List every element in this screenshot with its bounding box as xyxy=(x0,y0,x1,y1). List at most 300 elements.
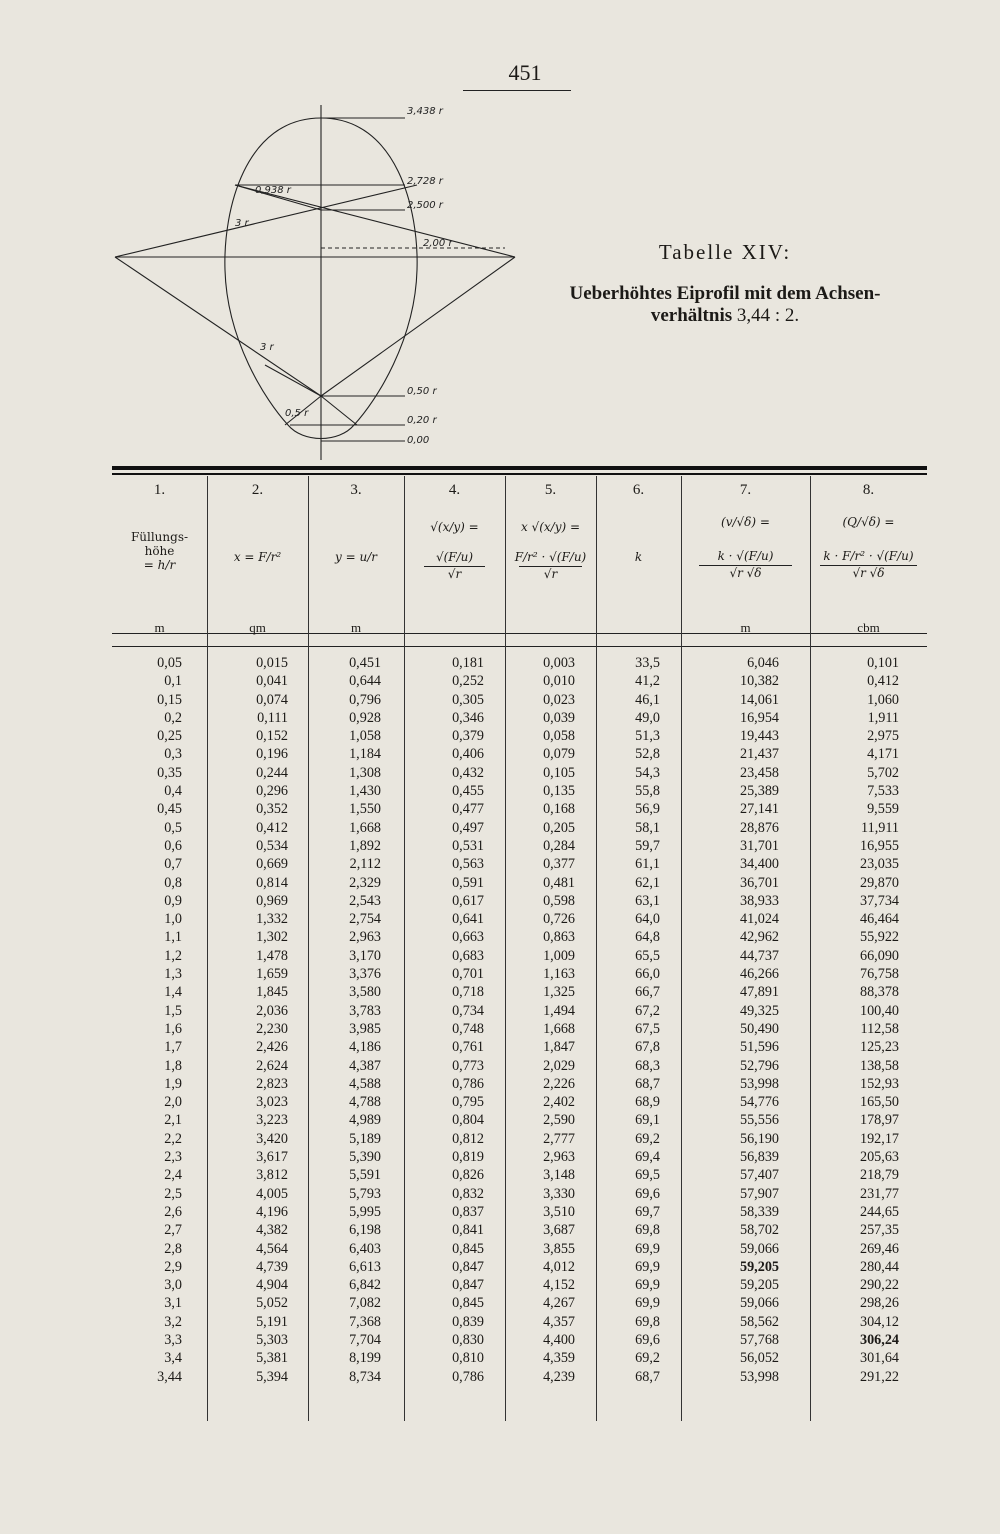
table-cell: 3,4 xyxy=(164,1350,182,1367)
table-cell: 1,892 xyxy=(349,837,381,854)
table-cell: 2,329 xyxy=(349,874,381,891)
table-cell: 231,77 xyxy=(859,1185,899,1202)
table-cell: 28,876 xyxy=(739,819,779,836)
table-cell: 68,7 xyxy=(635,1075,660,1092)
table-cell: 0,4 xyxy=(164,783,182,800)
table-cell: 0,591 xyxy=(452,874,484,891)
table-cell: 304,12 xyxy=(859,1313,899,1330)
table-cell: 2,426 xyxy=(256,1039,288,1056)
table-cell: 0,35 xyxy=(157,764,182,781)
table-cell: 1,060 xyxy=(867,691,899,708)
header-x-root-xy: x √(x/y) = F/r² · √(F/u) √r xyxy=(514,520,587,581)
table-cell: 4,400 xyxy=(543,1331,575,1348)
ray-2 xyxy=(115,257,321,396)
table-cell: 5,381 xyxy=(256,1350,288,1367)
table-cell: 0,352 xyxy=(256,801,288,818)
table-cell: 53,998 xyxy=(739,1368,779,1385)
table-cell: 1,668 xyxy=(349,819,381,836)
table-cell: 69,2 xyxy=(635,1130,660,1147)
table-cell: 69,8 xyxy=(635,1222,660,1239)
table-cell: 9,559 xyxy=(867,801,899,818)
table-cell: 1,6 xyxy=(164,1020,182,1037)
label-05r: 0,5 r xyxy=(285,408,309,419)
table-cell: 64,0 xyxy=(635,911,660,928)
table-cell: 0,804 xyxy=(452,1112,484,1129)
table-cell: 2,112 xyxy=(349,856,381,873)
table-cell: 69,4 xyxy=(635,1149,660,1166)
table-cell: 34,400 xyxy=(739,856,779,873)
table-cell: 0,135 xyxy=(543,783,575,800)
table-cell: 38,933 xyxy=(739,892,779,909)
table-cell: 0,412 xyxy=(256,819,288,836)
table-cell: 2,624 xyxy=(256,1057,288,1074)
table-cell: 1,332 xyxy=(256,911,288,928)
table-cell: 0,346 xyxy=(452,709,484,726)
table-cell: 0,305 xyxy=(452,691,484,708)
table-cell: 2,226 xyxy=(543,1075,575,1092)
table-cell: 1,845 xyxy=(256,984,288,1001)
table-cell: 0,412 xyxy=(867,673,899,690)
table-cell: 8,734 xyxy=(349,1368,381,1385)
table-cell: 69,1 xyxy=(635,1112,660,1129)
table-cell: 152,93 xyxy=(859,1075,899,1092)
table-cell: 0,2 xyxy=(164,709,182,726)
table-cell: 59,066 xyxy=(739,1240,779,1257)
table-cell: 0,830 xyxy=(452,1331,484,1348)
table-cell: 2,823 xyxy=(256,1075,288,1092)
table-cell: 0,041 xyxy=(256,673,288,690)
column-velocity xyxy=(681,654,779,1386)
table-cell: 0,734 xyxy=(452,1002,484,1019)
header-discharge: (Q/√δ) = k · F/r² · √(F/u) √r √δ xyxy=(810,515,927,580)
table-cell: 0,074 xyxy=(256,691,288,708)
table-cell: 0,863 xyxy=(543,929,575,946)
table-cell: 4,196 xyxy=(256,1203,288,1220)
table-cell: 54,776 xyxy=(739,1094,779,1111)
table-cell: 4,012 xyxy=(543,1258,575,1275)
table-cell: 3,223 xyxy=(256,1112,288,1129)
table-cell: 0,617 xyxy=(452,892,484,909)
table-cell: 69,9 xyxy=(635,1277,660,1294)
table-cell: 53,998 xyxy=(739,1075,779,1092)
table-cell: 3,376 xyxy=(349,966,381,983)
column-x-root-xy xyxy=(505,654,575,1386)
column-number-4: 4. xyxy=(448,482,461,498)
table-cell: 7,533 xyxy=(867,783,899,800)
table-cell: 218,79 xyxy=(859,1167,899,1184)
table-cell: 6,842 xyxy=(349,1277,381,1294)
table-cell: 1,668 xyxy=(543,1020,575,1037)
table-cell: 61,1 xyxy=(635,856,660,873)
table-cell: 67,2 xyxy=(635,1002,660,1019)
table-cell: 0,969 xyxy=(256,892,288,909)
table-cell: 0,718 xyxy=(452,984,484,1001)
table-cell: 57,907 xyxy=(739,1185,779,1202)
table-cell: 5,702 xyxy=(867,764,899,781)
table-cell: 4,359 xyxy=(543,1350,575,1367)
table-cell: 2,7 xyxy=(164,1222,182,1239)
table-cell: 1,4 xyxy=(164,984,182,1001)
table-cell: 66,7 xyxy=(635,984,660,1001)
table-cell: 4,564 xyxy=(256,1240,288,1257)
table-cell: 6,613 xyxy=(349,1258,381,1275)
unit-c1: m xyxy=(154,620,165,635)
table-cell: 0,058 xyxy=(543,728,575,745)
table-cell: 0,839 xyxy=(452,1313,484,1330)
table-cell: 0,111 xyxy=(257,709,288,726)
table-top-rule-thin xyxy=(112,473,927,475)
table-cell: 5,191 xyxy=(256,1313,288,1330)
table-cell: 5,793 xyxy=(349,1185,381,1202)
table-cell: 2,2 xyxy=(164,1130,182,1147)
table-cell: 4,357 xyxy=(543,1313,575,1330)
table-cell: 1,058 xyxy=(349,728,381,745)
label-2500: 2,500 r xyxy=(407,200,443,211)
table-cell: 2,230 xyxy=(256,1020,288,1037)
table-cell: 69,5 xyxy=(635,1167,660,1184)
table-cell: 290,22 xyxy=(859,1277,899,1294)
table-cell: 0,534 xyxy=(256,837,288,854)
table-cell: 0,481 xyxy=(543,874,575,891)
header-k: k xyxy=(634,550,643,564)
table-cell: 2,963 xyxy=(349,929,381,946)
table-cell: 4,989 xyxy=(349,1112,381,1129)
table-cell: 0,826 xyxy=(452,1167,484,1184)
table-cell: 138,58 xyxy=(859,1057,899,1074)
table-cell: 0,748 xyxy=(452,1020,484,1037)
table-cell: 269,46 xyxy=(859,1240,899,1257)
table-cell: 5,303 xyxy=(256,1331,288,1348)
table-cell: 3,1 xyxy=(164,1295,182,1312)
table-cell: 178,97 xyxy=(859,1112,899,1129)
table-cell: 51,596 xyxy=(739,1039,779,1056)
table-cell: 47,891 xyxy=(739,984,779,1001)
table-cell: 165,50 xyxy=(859,1094,899,1111)
label-200: 2,00 r xyxy=(423,238,453,249)
table-cell: 5,390 xyxy=(349,1149,381,1166)
table-cell: 57,768 xyxy=(739,1331,779,1348)
table-cell: 2,029 xyxy=(543,1057,575,1074)
table-cell: 0,5 xyxy=(164,819,182,836)
table-cell: 2,4 xyxy=(164,1167,182,1184)
table-cell: 1,0 xyxy=(164,911,182,928)
table-cell: 0,683 xyxy=(452,947,484,964)
table-cell: 0,45 xyxy=(157,801,182,818)
table-cell: 291,22 xyxy=(859,1368,899,1385)
table-cell: 1,163 xyxy=(543,966,575,983)
header-x: x = F/r² xyxy=(233,550,282,564)
table-cell: 56,052 xyxy=(739,1350,779,1367)
table-cell: 46,464 xyxy=(859,911,899,928)
table-cell: 4,739 xyxy=(256,1258,288,1275)
unit-c8: cbm xyxy=(857,620,880,635)
table-cell: 63,1 xyxy=(635,892,660,909)
table-cell: 0,181 xyxy=(452,655,484,671)
table-cell: 50,490 xyxy=(739,1020,779,1037)
table-cell: 2,9 xyxy=(164,1258,182,1275)
table-cell: 205,63 xyxy=(859,1149,899,1166)
table-cell: 3,023 xyxy=(256,1094,288,1111)
header-filling-height: Füllungs- höhe = h/r xyxy=(130,530,189,572)
table-cell: 0,105 xyxy=(543,764,575,781)
column-number-3: 3. xyxy=(350,482,362,498)
table-cell: 298,26 xyxy=(859,1295,899,1312)
ray-8 xyxy=(321,396,357,425)
table-cell: 29,870 xyxy=(859,874,899,891)
table-cell: 6,198 xyxy=(349,1222,381,1239)
table-cell: 0,841 xyxy=(452,1222,484,1239)
column-filling-height xyxy=(112,654,182,1386)
label-3r-lower: 3 r xyxy=(260,342,274,353)
column-x xyxy=(207,654,288,1386)
page-number-rule xyxy=(463,90,571,91)
table-cell: 5,591 xyxy=(349,1167,381,1184)
table-cell: 280,44 xyxy=(859,1258,899,1275)
table-cell: 1,2 xyxy=(164,947,182,964)
table-title-line1: Ueberhöhtes Eiprofil mit dem Achsen- xyxy=(569,283,881,304)
table-cell: 0,837 xyxy=(452,1203,484,1220)
table-cell: 0,244 xyxy=(256,764,288,781)
table-cell: 0,15 xyxy=(157,691,182,708)
table-cell: 68,3 xyxy=(635,1057,660,1074)
table-cell: 0,406 xyxy=(452,746,484,763)
table-cell: 3,2 xyxy=(164,1313,182,1330)
table-cell: 69,8 xyxy=(635,1313,660,1330)
table-cell: 41,024 xyxy=(739,911,779,928)
table-cell: 2,6 xyxy=(164,1203,182,1220)
table-cell: 100,40 xyxy=(859,1002,899,1019)
table-caption xyxy=(520,240,930,327)
column-number-7: 7. xyxy=(739,482,752,498)
table-cell: 4,152 xyxy=(543,1277,575,1294)
table-cell: 2,754 xyxy=(349,911,381,928)
table-cell: 2,3 xyxy=(164,1149,182,1166)
table-cell: 0,814 xyxy=(256,874,288,891)
label-2728: 2,728 r xyxy=(407,176,443,187)
table-cell: 2,963 xyxy=(543,1149,575,1166)
table-cell: 0,928 xyxy=(349,709,381,726)
table-cell: 42,962 xyxy=(739,929,779,946)
table-cell: 16,955 xyxy=(859,837,899,854)
ray-6 xyxy=(265,365,321,396)
table-cell: 2,0 xyxy=(164,1094,182,1111)
table-cell: 2,543 xyxy=(349,892,381,909)
table-cell: 0,010 xyxy=(543,673,575,690)
header-y: y = u/r xyxy=(335,550,377,564)
table-cell: 55,922 xyxy=(859,929,899,946)
table-label: Tabelle XIV: xyxy=(658,240,792,264)
table-cell: 69,6 xyxy=(635,1331,660,1348)
unit-c7: m xyxy=(740,620,751,635)
table-cell: 2,1 xyxy=(164,1112,182,1129)
table-cell: 8,199 xyxy=(349,1350,381,1367)
table-cell: 0,455 xyxy=(452,783,484,800)
table-cell: 11,911 xyxy=(861,819,899,836)
table-cell: 0,379 xyxy=(452,728,484,745)
table-cell: 69,9 xyxy=(635,1295,660,1312)
label-000: 0,00 xyxy=(407,435,430,446)
table-cell: 0,205 xyxy=(543,819,575,836)
table-cell: 0,644 xyxy=(349,673,381,690)
table-cell: 1,9 xyxy=(164,1075,182,1092)
table-cell: 0,451 xyxy=(349,655,381,671)
table-title-bold: verhältnis xyxy=(650,305,733,326)
label-0938: 0,938 r xyxy=(255,185,291,196)
table-cell: 44,737 xyxy=(739,947,779,964)
table-cell: 0,432 xyxy=(452,764,484,781)
table-cell: 0,497 xyxy=(452,819,484,836)
label-020: 0,20 r xyxy=(407,415,437,426)
table-cell: 6,046 xyxy=(747,655,779,671)
table-cell: 1,5 xyxy=(164,1002,182,1019)
table-cell: 1,478 xyxy=(256,947,288,964)
table-cell: 1,308 xyxy=(349,764,381,781)
table-cell: 10,382 xyxy=(739,673,779,690)
table-cell: 4,788 xyxy=(349,1094,381,1111)
table-cell: 3,44 xyxy=(157,1368,182,1385)
table-cell: 56,839 xyxy=(739,1149,779,1166)
table-cell: 0,701 xyxy=(452,966,484,983)
table-cell: 1,430 xyxy=(349,783,381,800)
table-cell: 0,786 xyxy=(452,1368,484,1385)
table-cell: 0,023 xyxy=(543,691,575,708)
table-cell: 56,9 xyxy=(635,801,660,818)
table-cell: 66,0 xyxy=(635,966,660,983)
table-cell: 0,810 xyxy=(452,1350,484,1367)
table-cell: 59,205 xyxy=(739,1258,779,1275)
table-cell: 49,325 xyxy=(739,1002,779,1019)
table-cell: 0,773 xyxy=(452,1057,484,1074)
table-cell: 37,734 xyxy=(859,892,899,909)
table-cell: 2,036 xyxy=(256,1002,288,1019)
table-cell: 0,168 xyxy=(543,801,575,818)
table-cell: 0,101 xyxy=(867,655,899,671)
table-cell: 1,7 xyxy=(164,1039,182,1056)
table-cell: 0,3 xyxy=(164,746,182,763)
table-cell: 62,1 xyxy=(635,874,660,891)
units-rule-bottom xyxy=(112,646,927,647)
table-cell: 2,975 xyxy=(867,728,899,745)
table-cell: 3,330 xyxy=(543,1185,575,1202)
table-cell: 4,904 xyxy=(256,1277,288,1294)
table-cell: 0,845 xyxy=(452,1240,484,1257)
table-cell: 0,015 xyxy=(256,655,288,671)
table-cell: 23,458 xyxy=(739,764,779,781)
table-cell: 14,061 xyxy=(739,691,779,708)
table-cell: 3,3 xyxy=(164,1331,182,1348)
table-cell: 3,580 xyxy=(349,984,381,1001)
table-cell: 0,252 xyxy=(452,673,484,690)
table-cell: 0,847 xyxy=(452,1277,484,1294)
table-cell: 0,152 xyxy=(256,728,288,745)
table-cell: 0,079 xyxy=(543,746,575,763)
table-cell: 1,494 xyxy=(543,1002,575,1019)
table-cell: 19,443 xyxy=(739,728,779,745)
table-cell: 2,777 xyxy=(543,1130,575,1147)
table-top-rule xyxy=(112,466,927,470)
table-cell: 25,389 xyxy=(739,783,779,800)
table-cell: 69,9 xyxy=(635,1258,660,1275)
column-number-5: 5. xyxy=(544,482,557,498)
table-cell: 1,911 xyxy=(867,709,899,726)
table-cell: 2,8 xyxy=(164,1240,182,1257)
table-cell: 0,761 xyxy=(452,1039,484,1056)
table-cell: 1,1 xyxy=(164,929,182,946)
table-cell: 0,786 xyxy=(452,1075,484,1092)
table-cell: 4,267 xyxy=(543,1295,575,1312)
table-cell: 3,812 xyxy=(256,1167,288,1184)
table-cell: 16,954 xyxy=(739,709,779,726)
table-cell: 0,25 xyxy=(157,728,182,745)
egg-profile-diagram xyxy=(105,100,525,465)
table-cell: 3,617 xyxy=(256,1149,288,1166)
table-cell: 0,05 xyxy=(157,655,182,671)
table-cell: 49,0 xyxy=(635,709,660,726)
table-cell: 0,663 xyxy=(452,929,484,946)
table-cell: 76,758 xyxy=(859,966,899,983)
table-cell: 69,2 xyxy=(635,1350,660,1367)
table-cell: 0,9 xyxy=(164,892,182,909)
table-cell: 0,296 xyxy=(256,783,288,800)
table-cell: 4,005 xyxy=(256,1185,288,1202)
table-cell: 7,704 xyxy=(349,1331,381,1348)
table-cell: 257,35 xyxy=(859,1222,899,1239)
table-cell: 0,796 xyxy=(349,691,381,708)
table-cell: 2,590 xyxy=(543,1112,575,1129)
table-cell: 4,171 xyxy=(867,746,899,763)
label-050: 0,50 r xyxy=(407,386,437,397)
table-cell: 2,402 xyxy=(543,1094,575,1111)
table-cell: 0,7 xyxy=(164,856,182,873)
table-cell: 57,407 xyxy=(739,1167,779,1184)
table-cell: 55,556 xyxy=(739,1112,779,1129)
table-cell: 33,5 xyxy=(635,655,660,671)
table-cell: 5,052 xyxy=(256,1295,288,1312)
table-cell: 67,5 xyxy=(635,1020,660,1037)
table-cell: 301,64 xyxy=(859,1350,899,1367)
table-cell: 0,039 xyxy=(543,709,575,726)
table-cell: 23,035 xyxy=(859,856,899,873)
table-cell: 3,687 xyxy=(543,1222,575,1239)
table-cell: 0,812 xyxy=(452,1130,484,1147)
table-cell: 2,5 xyxy=(164,1185,182,1202)
unit-c3: m xyxy=(350,620,362,635)
table-cell: 3,420 xyxy=(256,1130,288,1147)
table-cell: 1,325 xyxy=(543,984,575,1001)
table-cell: 5,189 xyxy=(349,1130,381,1147)
table-cell: 1,659 xyxy=(256,966,288,983)
table-cell: 3,783 xyxy=(349,1002,381,1019)
table-cell: 58,562 xyxy=(739,1313,779,1330)
table-cell: 0,563 xyxy=(452,856,484,873)
table-cell: 3,985 xyxy=(349,1020,381,1037)
label-3438: 3,438 r xyxy=(407,106,443,117)
table-cell: 51,3 xyxy=(635,728,660,745)
table-cell: 0,196 xyxy=(256,746,288,763)
table-cell: 3,148 xyxy=(543,1167,575,1184)
column-k xyxy=(596,654,660,1386)
table-cell: 0,377 xyxy=(543,856,575,873)
table-cell: 0,832 xyxy=(452,1185,484,1202)
table-cell: 1,184 xyxy=(349,746,381,763)
table-cell: 68,9 xyxy=(635,1094,660,1111)
table-cell: 67,8 xyxy=(635,1039,660,1056)
table-cell: 0,847 xyxy=(452,1258,484,1275)
table-cell: 4,387 xyxy=(349,1057,381,1074)
table-cell: 7,082 xyxy=(349,1295,381,1312)
table-cell: 58,1 xyxy=(635,819,660,836)
table-cell: 6,403 xyxy=(349,1240,381,1257)
